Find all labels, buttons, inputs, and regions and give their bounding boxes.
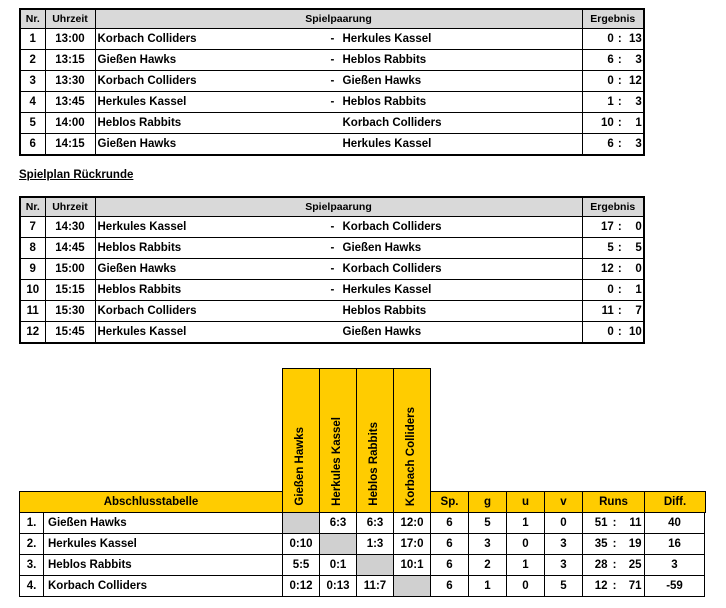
match-number: 5	[20, 113, 45, 134]
stat-diff: -59	[644, 575, 705, 597]
stat-v: 0	[544, 512, 583, 534]
match-pairing	[95, 322, 582, 344]
standings-rank: 4.	[19, 575, 44, 597]
match-pairing	[95, 50, 582, 71]
home-score: 6	[607, 138, 614, 150]
header-pairing: Spielpaarung	[95, 197, 582, 217]
match-pairing	[95, 238, 582, 259]
match-time: 13:15	[45, 50, 95, 71]
rueckrunde-title: Spielplan Rückrunde	[19, 169, 134, 181]
column-header-team	[393, 368, 431, 513]
home-team: Korbach Colliders	[97, 75, 197, 87]
standings-team: Gießen Hawks	[43, 512, 283, 534]
match-number: 7	[20, 217, 45, 238]
stat-runs	[582, 533, 645, 555]
match-time: 14:15	[45, 134, 95, 156]
match-result	[582, 50, 644, 71]
runs-for: 28	[594, 559, 608, 571]
schedule-header-row	[20, 197, 644, 217]
away-score: 5	[635, 242, 642, 254]
score-separator: :	[617, 284, 622, 296]
stat-g: 5	[468, 512, 507, 534]
away-score: 12	[628, 75, 642, 87]
match-pairing	[95, 280, 582, 301]
runs-separator: :	[612, 559, 617, 571]
stat-runs	[582, 512, 645, 534]
stat-header: v	[544, 491, 583, 513]
match-pairing	[95, 217, 582, 238]
home-score: 5	[607, 242, 614, 254]
home-score: 0	[607, 326, 614, 338]
match-number: 6	[20, 134, 45, 156]
table-row	[20, 322, 644, 344]
match-number: 2	[20, 50, 45, 71]
match-time: 15:15	[45, 280, 95, 301]
head-to-head-score: 1:3	[356, 533, 394, 555]
match-time: 13:00	[45, 29, 95, 50]
pairing-dash: -	[330, 33, 335, 45]
stat-u: 0	[506, 575, 545, 597]
match-result	[582, 71, 644, 92]
away-score: 7	[635, 305, 642, 317]
standings-team: Heblos Rabbits	[43, 554, 283, 576]
away-score: 10	[628, 326, 642, 338]
head-to-head-score: 11:7	[356, 575, 394, 597]
head-to-head-score: 17:0	[393, 533, 431, 555]
stat-v: 5	[544, 575, 583, 597]
match-number: 3	[20, 71, 45, 92]
diagonal-cell	[356, 554, 394, 576]
score-separator: :	[617, 305, 622, 317]
stat-sp: 6	[430, 512, 469, 534]
diagonal-cell	[319, 533, 357, 555]
stat-g: 1	[468, 575, 507, 597]
match-result	[582, 29, 644, 50]
match-result	[582, 301, 644, 322]
pairing-dash: -	[330, 54, 335, 66]
stat-g: 2	[468, 554, 507, 576]
match-result	[582, 113, 644, 134]
runs-for: 51	[594, 517, 608, 529]
away-team: Gießen Hawks	[342, 75, 422, 87]
match-result	[582, 217, 644, 238]
table-row	[20, 92, 644, 113]
head-to-head-score: 0:12	[282, 575, 320, 597]
match-number: 8	[20, 238, 45, 259]
match-result	[582, 92, 644, 113]
stat-header: Diff.	[644, 491, 706, 513]
stat-header: u	[506, 491, 545, 513]
pairing-dash: -	[330, 284, 335, 296]
standings-rank: 1.	[19, 512, 44, 534]
match-time: 15:45	[45, 322, 95, 344]
match-result	[582, 238, 644, 259]
diagonal-cell	[393, 575, 431, 597]
away-team: Heblos Rabbits	[342, 96, 427, 108]
header-result: Ergebnis	[582, 9, 644, 29]
home-score: 0	[607, 75, 614, 87]
home-score: 1	[607, 96, 614, 108]
diagonal-cell	[282, 512, 320, 534]
pairing-dash: -	[330, 263, 335, 275]
table-row	[20, 280, 644, 301]
home-score: 11	[601, 305, 614, 317]
home-team: Heblos Rabbits	[97, 242, 182, 254]
header-pairing: Spielpaarung	[95, 9, 582, 29]
stat-runs	[582, 554, 645, 576]
home-team: Heblos Rabbits	[97, 117, 182, 129]
stat-header: g	[468, 491, 507, 513]
stat-header: Sp.	[430, 491, 469, 513]
score-separator: :	[617, 263, 622, 275]
table-row	[20, 71, 644, 92]
match-number: 1	[20, 29, 45, 50]
pairing-dash: -	[330, 242, 335, 254]
runs-against: 71	[628, 580, 642, 592]
match-result	[582, 322, 644, 344]
home-team: Gießen Hawks	[97, 138, 177, 150]
home-team: Korbach Colliders	[97, 305, 197, 317]
match-result	[582, 280, 644, 301]
head-to-head-score: 12:0	[393, 512, 431, 534]
away-team: Gießen Hawks	[342, 326, 422, 338]
away-score: 1	[635, 117, 642, 129]
stat-u: 1	[506, 512, 545, 534]
match-pairing	[95, 301, 582, 322]
runs-against: 11	[629, 517, 642, 529]
stat-header: Runs	[582, 491, 645, 513]
home-score: 0	[607, 33, 614, 45]
head-to-head-score: 6:3	[356, 512, 394, 534]
column-header-team-label: Herkules Kassel	[331, 417, 343, 506]
home-score: 0	[607, 284, 614, 296]
header-nr: Nr.	[20, 9, 45, 29]
away-team: Herkules Kassel	[342, 284, 432, 296]
column-header-team	[319, 368, 357, 513]
runs-for: 12	[594, 580, 608, 592]
header-time: Uhrzeit	[45, 197, 95, 217]
match-time: 13:30	[45, 71, 95, 92]
table-row	[20, 113, 644, 134]
away-team: Korbach Colliders	[342, 221, 442, 233]
home-score: 12	[600, 263, 614, 275]
match-number: 12	[20, 322, 45, 344]
header-nr: Nr.	[20, 197, 45, 217]
home-score: 10	[600, 117, 614, 129]
away-team: Herkules Kassel	[342, 138, 432, 150]
standings-team: Herkules Kassel	[43, 533, 283, 555]
score-separator: :	[617, 96, 622, 108]
away-score: 3	[635, 138, 642, 150]
home-score: 17	[600, 221, 614, 233]
away-score: 3	[635, 54, 642, 66]
stat-v: 3	[544, 533, 583, 555]
table-row	[20, 29, 644, 50]
runs-for: 35	[594, 538, 608, 550]
head-to-head-score: 0:13	[319, 575, 357, 597]
away-score: 0	[635, 221, 642, 233]
standings-title: Abschlusstabelle	[19, 491, 283, 513]
match-time: 15:00	[45, 259, 95, 280]
runs-separator: :	[612, 580, 617, 592]
table-row	[20, 238, 644, 259]
match-number: 9	[20, 259, 45, 280]
runs-separator: :	[612, 538, 617, 550]
away-score: 13	[628, 33, 642, 45]
stat-runs	[582, 575, 645, 597]
pairing-dash: -	[330, 75, 335, 87]
away-score: 1	[635, 284, 642, 296]
header-result: Ergebnis	[582, 197, 644, 217]
away-team: Gießen Hawks	[342, 242, 422, 254]
score-separator: :	[617, 221, 622, 233]
match-pairing	[95, 71, 582, 92]
home-team: Gießen Hawks	[97, 54, 177, 66]
score-separator: :	[617, 242, 622, 254]
stat-sp: 6	[430, 575, 469, 597]
standings-rank: 3.	[19, 554, 44, 576]
runs-separator: :	[612, 517, 617, 529]
match-pairing	[95, 134, 582, 156]
column-header-team-label: Gießen Hawks	[294, 427, 306, 506]
head-to-head-score: 5:5	[282, 554, 320, 576]
head-to-head-score: 10:1	[393, 554, 431, 576]
table-row	[20, 259, 644, 280]
column-header-team-label: Heblos Rabbits	[368, 422, 380, 506]
head-to-head-score: 0:1	[319, 554, 357, 576]
schedule-rueckrunde-table	[19, 196, 645, 344]
away-team: Korbach Colliders	[342, 117, 442, 129]
final-standings-table	[19, 368, 705, 596]
score-separator: :	[617, 75, 622, 87]
pairing-dash: -	[330, 221, 335, 233]
score-separator: :	[617, 33, 622, 45]
stat-diff: 40	[644, 512, 705, 534]
match-result	[582, 134, 644, 156]
stat-g: 3	[468, 533, 507, 555]
home-team: Herkules Kassel	[97, 96, 187, 108]
away-team: Heblos Rabbits	[342, 305, 427, 317]
match-result	[582, 259, 644, 280]
stat-diff: 16	[644, 533, 705, 555]
standings-team: Korbach Colliders	[43, 575, 283, 597]
home-team: Gießen Hawks	[97, 263, 177, 275]
away-team: Herkules Kassel	[342, 33, 432, 45]
stat-sp: 6	[430, 554, 469, 576]
table-row	[20, 134, 644, 156]
away-team: Korbach Colliders	[342, 263, 442, 275]
score-separator: :	[617, 326, 622, 338]
home-team: Herkules Kassel	[97, 221, 187, 233]
runs-against: 19	[628, 538, 642, 550]
match-pairing	[95, 92, 582, 113]
table-row	[20, 217, 644, 238]
match-time: 13:45	[45, 92, 95, 113]
match-pairing	[95, 259, 582, 280]
home-team: Korbach Colliders	[97, 33, 197, 45]
column-header-team	[282, 368, 320, 513]
away-score: 3	[635, 96, 642, 108]
column-header-team	[356, 368, 394, 513]
pairing-dash: -	[330, 96, 335, 108]
match-time: 14:00	[45, 113, 95, 134]
match-number: 11	[20, 301, 45, 322]
head-to-head-score: 6:3	[319, 512, 357, 534]
runs-against: 25	[628, 559, 642, 571]
stat-u: 0	[506, 533, 545, 555]
score-separator: :	[617, 138, 622, 150]
score-separator: :	[617, 117, 622, 129]
match-number: 4	[20, 92, 45, 113]
head-to-head-score: 0:10	[282, 533, 320, 555]
schedule-hinrunde-table	[19, 8, 645, 156]
home-score: 6	[607, 54, 614, 66]
match-time: 14:45	[45, 238, 95, 259]
schedule-header-row	[20, 9, 644, 29]
away-team: Heblos Rabbits	[342, 54, 427, 66]
table-row	[20, 50, 644, 71]
header-time: Uhrzeit	[45, 9, 95, 29]
away-score: 0	[635, 263, 642, 275]
standings-rank: 2.	[19, 533, 44, 555]
stat-u: 1	[506, 554, 545, 576]
match-pairing	[95, 113, 582, 134]
score-separator: :	[617, 54, 622, 66]
match-pairing	[95, 29, 582, 50]
table-row	[20, 301, 644, 322]
column-header-team-label: Korbach Colliders	[405, 406, 417, 506]
match-time: 14:30	[45, 217, 95, 238]
stat-v: 3	[544, 554, 583, 576]
match-number: 10	[20, 280, 45, 301]
match-time: 15:30	[45, 301, 95, 322]
home-team: Herkules Kassel	[97, 326, 187, 338]
home-team: Heblos Rabbits	[97, 284, 182, 296]
stat-sp: 6	[430, 533, 469, 555]
stat-diff: 3	[644, 554, 705, 576]
